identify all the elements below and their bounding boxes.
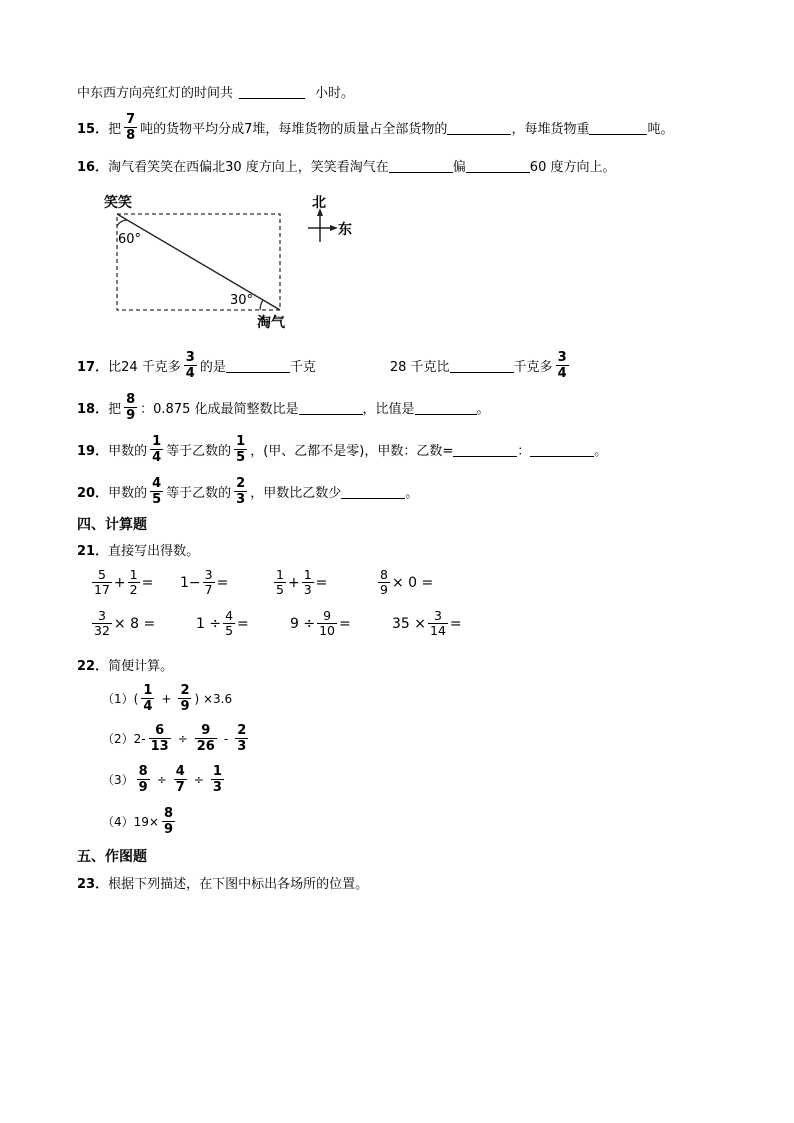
q22-part-4: （4）19× $\frac{8}{9}$ [102, 806, 174, 837]
q21-item-5: $\frac{3}{32}$ × 8 = [94, 608, 156, 638]
q21-item-7: 9 ÷ $\frac{9}{10}$ = [290, 608, 351, 638]
fraction: $\frac{1}{4}$ [143, 683, 153, 714]
q21-item-3: $\frac{1}{5}$ + $\frac{1}{3}$ = [276, 567, 328, 597]
q21-item-8: 35 × $\frac{3}{14}$ = [392, 608, 462, 638]
q22-line: 22． 简便计算。 [77, 659, 174, 674]
angle-30: 30° [230, 293, 254, 308]
fraction: $\frac{6}{13}$ [150, 723, 169, 754]
q21-item-1: $\frac{5}{17}$ + $\frac{1}{2}$ = [94, 567, 154, 597]
q19-blank-2[interactable] [530, 442, 594, 457]
section-heading-4: 四、计算题 [77, 517, 147, 533]
q22-part-3: （3） $\frac{8}{9}$ ÷ $\frac{4}{7}$ ÷ $\frac{1}{3}$ [102, 764, 222, 795]
angle-60: 60° [118, 232, 142, 247]
angle-arc-top [117, 220, 127, 226]
q16-blank-2[interactable] [466, 158, 530, 173]
fraction: $\frac{2}{3}$ [237, 723, 247, 754]
q22-part-1: （1）( $\frac{1}{4}$ + $\frac{2}{9}$ ) ×3.6 [102, 683, 233, 714]
fraction: $\frac{3}{4}$ [185, 350, 195, 381]
q19-line: 19． 甲数的 $\frac{1}{4}$ 等于乙数的 $\frac{1}{5}$ ，(甲、乙都不是零)，甲数：乙数= ： 。 [77, 434, 608, 465]
fraction: $\frac{4}{7}$ [175, 764, 185, 795]
fraction: $\frac{8}{9}$ [380, 567, 388, 597]
q20-line: 20． 甲数的 $\frac{4}{5}$ 等于乙数的 $\frac{2}{3}$ ，甲数比乙数少 。 [77, 476, 419, 507]
fraction: $\frac{2}{9}$ [180, 683, 190, 714]
fraction: $\frac{7}{8}$ [126, 112, 136, 143]
q18-blank-1[interactable] [299, 400, 363, 415]
q17-blank-1[interactable] [226, 358, 290, 373]
direction-diagram [100, 190, 360, 335]
fraction: $\frac{1}{5}$ [276, 567, 284, 597]
q21-item-4: $\frac{8}{9}$ × 0 = [380, 567, 434, 597]
angle-arc-bottom [260, 300, 263, 310]
fraction: $\frac{4}{5}$ [225, 608, 234, 638]
fraction: $\frac{1}{5}$ [236, 434, 246, 465]
q21-item-6: 1 ÷ $\frac{4}{5}$ = [196, 608, 249, 638]
q17-line: 17． 比24 千克多 $\frac{3}{4}$ 的是 千克 28 千克比 千克多 $\frac{3}{4}$ [77, 350, 567, 381]
q18-line: 18． 把 $\frac{8}{9}$ ：0.875 化成最简整数比是 ，比值是 。 [77, 392, 490, 423]
fraction: $\frac{8}{9}$ [138, 764, 148, 795]
fraction: $\frac{1}{2}$ [129, 567, 138, 597]
q20-blank[interactable] [341, 484, 405, 499]
fraction: $\frac{8}{9}$ [163, 806, 174, 837]
q21-item-2: 1− $\frac{3}{7}$ = [180, 567, 229, 597]
connecting-line [117, 214, 280, 310]
q14-answer-blank[interactable] [239, 84, 305, 99]
fraction: $\frac{3}{4}$ [557, 350, 567, 381]
arrow-east-icon [330, 225, 338, 231]
label-taoqi: 淘气 [257, 315, 285, 331]
q16-line: 16． 淘气看笑笑在西偏北30 度方向上，笑笑看淘气在 偏 60 度方向上。 [77, 160, 616, 175]
fraction: $\frac{9}{26}$ [196, 723, 215, 754]
fraction: $\frac{5}{17}$ [94, 567, 110, 597]
q15-blank-1[interactable] [447, 120, 511, 135]
label-xiaoxiao: 笑笑 [104, 195, 132, 211]
q18-blank-2[interactable] [415, 400, 477, 415]
q16-blank-1[interactable] [389, 158, 453, 173]
fraction: $\frac{2}{3}$ [236, 476, 246, 507]
fraction: $\frac{1}{3}$ [212, 764, 222, 795]
q17-blank-2[interactable] [450, 358, 514, 373]
fraction: $\frac{1}{4}$ [152, 434, 162, 465]
fraction: $\frac{9}{10}$ [319, 608, 335, 638]
section-heading-5: 五、作图题 [77, 849, 147, 865]
label-east: 东 [338, 222, 352, 238]
q15-blank-2[interactable] [589, 120, 647, 135]
q21-line: 21． 直接写出得数。 [77, 544, 200, 559]
fraction: $\frac{1}{3}$ [303, 567, 312, 597]
q14-line: 中东西方向亮红灯的时间共 小时。 [77, 86, 355, 101]
label-north: 北 [312, 195, 326, 211]
q23-line: 23． 根据下列描述，在下图中标出各场所的位置。 [77, 877, 369, 892]
q22-part-2: （2）2- $\frac{6}{13}$ ÷ $\frac{9}{26}$ - $\frac{2}{3}$ [102, 723, 247, 754]
fraction: $\frac{3}{32}$ [94, 608, 110, 638]
fraction: $\frac{8}{9}$ [126, 392, 136, 423]
fraction: $\frac{3}{7}$ [204, 567, 213, 597]
q15-line: 15． 把 $\frac{7}{8}$ 吨的货物平均分成7堆，每堆货物的质量占全部货物的 ，每堆货物重 吨。 [77, 112, 674, 143]
fraction: $\frac{3}{14}$ [430, 608, 446, 638]
fraction: $\frac{4}{5}$ [152, 476, 162, 507]
q19-blank-1[interactable] [453, 442, 517, 457]
